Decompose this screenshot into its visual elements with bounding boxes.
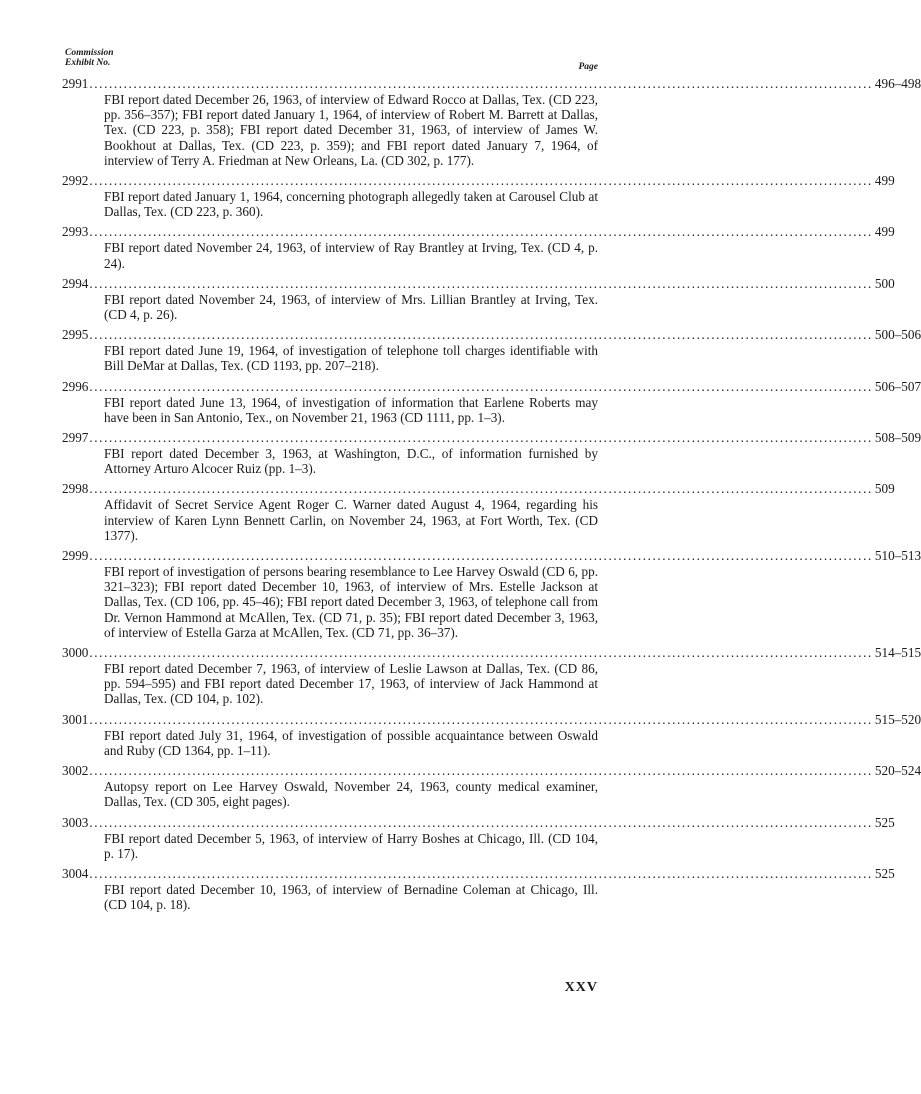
- exhibit-entry: [62, 763, 921, 810]
- page-range: 506–507: [874, 378, 921, 394]
- entry-head: [62, 76, 921, 92]
- exhibit-description: FBI report dated December 7, 1963, of interview of Leslie Lawson at Dallas, Tex. (CD 86, pp. 594–595) and FBI report dated December 17, 1963, of interview of Jack Hammond at Dallas, Tex. (CD 104, p. 102).: [104, 661, 598, 707]
- exhibit-entry: [62, 865, 895, 913]
- exhibit-number: 2991: [62, 76, 89, 91]
- exhibit-number: 3002: [62, 763, 89, 779]
- entry-head: [62, 645, 921, 661]
- dot-leader: ................................................................................................................................................................: [89, 275, 873, 291]
- exhibit-description: FBI report dated December 5, 1963, of interview of Harry Boshes at Chicago, Ill. (CD 104, p. 17).: [104, 830, 598, 861]
- exhibit-column-heading: [65, 48, 114, 68]
- exhibit-heading-line2: Exhibit No.: [65, 58, 111, 68]
- dot-leader: ................................................................................................................................................................: [89, 645, 873, 661]
- exhibit-description: FBI report dated July 31, 1964, of investigation of possible acquaintance between Oswald and Ruby (CD 1364, pp. 1–11).: [104, 727, 598, 758]
- exhibit-description: FBI report dated June 13, 1964, of investigation of information that Earlene Roberts may have been in San Antonio, Tex., on November 21, 1963 (CD 1111, pp. 1–3).: [104, 394, 598, 425]
- dot-leader: ................................................................................................................................................................: [89, 430, 873, 446]
- dot-leader: ................................................................................................................................................................: [89, 327, 873, 343]
- exhibit-number: 3000: [62, 645, 89, 661]
- exhibit-entry: [62, 430, 921, 477]
- dot-leader: ................................................................................................................................................................: [89, 481, 873, 497]
- exhibit-number: 2994: [62, 275, 89, 291]
- entry-head: [62, 430, 921, 446]
- exhibit-entry: [62, 327, 921, 374]
- exhibit-number: 2992: [62, 173, 89, 189]
- column-header: [62, 48, 598, 76]
- exhibit-number: 2996: [62, 378, 89, 394]
- exhibit-description: Autopsy report on Lee Harvey Oswald, November 24, 1963, county medical examiner, Dallas, Tex. (CD 305, eight pages).: [104, 779, 598, 810]
- exhibit-description: FBI report dated November 24, 1963, of interview of Mrs. Lillian Brantley at Irving, Tex. (CD 4, p. 26).: [104, 291, 598, 323]
- dot-leader: ................................................................................................................................................................: [89, 378, 873, 394]
- entry-head: [62, 224, 895, 240]
- exhibit-number: 2999: [62, 548, 89, 564]
- exhibit-entry: [62, 711, 921, 758]
- entry-head: [62, 548, 921, 564]
- exhibit-heading-line1: Commission: [65, 48, 114, 58]
- exhibit-description: FBI report dated June 19, 1964, of investigation of telephone toll charges identifiable with Bill DeMar at Dallas, Tex. (CD 1193, pp. 207–218).: [104, 343, 598, 374]
- page-range: 525: [874, 865, 895, 881]
- exhibit-number: 2995: [62, 327, 89, 343]
- exhibit-description: FBI report dated December 26, 1963, of interview of Edward Rocco at Dallas, Tex. (CD 223, pp. 356–357); FBI report dated January 1, 1964, of interview of Robert M. Barrett at Dallas, Tex. (CD 223, p. 358); FBI report dated December 31, 1963, of interview of James W. Bookhout at Dallas, Tex. (CD 223, p. 359); and FBI report dated January 7, 1964, of interview of Terry A. Friedman at New Orleans, La. (CD 302, p. 177).: [104, 92, 598, 168]
- exhibit-description: FBI report dated January 1, 1964, concerning photograph allegedly taken at Carousel Club at Dallas, Tex. (CD 223, p. 360).: [104, 189, 598, 220]
- exhibit-description: FBI report dated December 10, 1963, of interview of Bernadine Coleman at Chicago, Ill. (CD 104, p. 18).: [104, 881, 598, 913]
- exhibit-number: 2998: [62, 481, 89, 497]
- page-range: 514–515: [874, 645, 921, 661]
- entry-head: [62, 481, 895, 497]
- exhibit-description: Affidavit of Secret Service Agent Roger C. Warner dated August 4, 1964, regarding his interview of Karen Lynn Bennett Carlin, on November 24, 1963, at Fort Worth, Tex. (CD 1377).: [104, 497, 598, 543]
- entry-head: [62, 378, 921, 395]
- exhibit-number: 2997: [62, 430, 89, 446]
- dot-leader: ................................................................................................................................................................: [89, 763, 873, 779]
- exhibit-list: [62, 76, 921, 913]
- page-range: 510–513: [874, 548, 921, 564]
- document-page: [62, 48, 921, 995]
- entry-head: [62, 327, 921, 343]
- page-range: 525: [874, 814, 895, 830]
- page-range: 500–506: [874, 327, 921, 343]
- page-range: 496–498: [874, 76, 921, 91]
- exhibit-entry: [62, 481, 895, 543]
- exhibit-number: 3001: [62, 711, 89, 727]
- exhibit-description: FBI report dated November 24, 1963, of interview of Ray Brantley at Irving, Tex. (CD 4, p. 24).: [104, 240, 598, 271]
- entry-head: [62, 173, 895, 189]
- page-range: 520–524: [874, 763, 921, 779]
- page-range: 509: [874, 481, 895, 497]
- dot-leader: ................................................................................................................................................................: [89, 711, 873, 727]
- entry-head: [62, 865, 895, 882]
- dot-leader: ................................................................................................................................................................: [89, 814, 873, 830]
- exhibit-entry: [62, 224, 895, 271]
- page-range: 515–520: [874, 711, 921, 727]
- exhibit-entry: [62, 173, 895, 220]
- exhibit-entry: [62, 378, 921, 425]
- dot-leader: ................................................................................................................................................................: [89, 76, 873, 91]
- entry-head: [62, 814, 895, 831]
- exhibit-number: 2993: [62, 224, 89, 240]
- page-folio: XXV: [564, 980, 598, 995]
- exhibit-description: FBI report dated December 3, 1963, at Washington, D.C., of information furnished by Attorney Arturo Alcocer Ruiz (pp. 1–3).: [104, 446, 598, 477]
- entry-head: [62, 763, 921, 779]
- exhibit-description: FBI report of investigation of persons bearing resemblance to Lee Harvey Oswald (CD 6, pp. 321–323); FBI report dated December 10, 1963, of interview of Mrs. Estelle Jackson at Dallas, Tex. (CD 106, pp. 45–46); FBI report dated December 3, 1963, of telephone call from Dr. Vernon Hammond at McAllen, Tex. (CD 71, p. 35); FBI report dated December 3, 1963, of interview of Estella Garza at McAllen, Tex. (CD 71, pp. 36–37).: [104, 564, 598, 640]
- exhibit-number: 3003: [62, 814, 89, 830]
- exhibit-entry: [62, 76, 921, 168]
- exhibit-number: 3004: [62, 865, 89, 881]
- dot-leader: ................................................................................................................................................................: [89, 224, 873, 240]
- dot-leader: ................................................................................................................................................................: [89, 548, 873, 564]
- dot-leader: ................................................................................................................................................................: [89, 173, 873, 189]
- page-range: 499: [874, 173, 895, 189]
- page-column-heading: Page: [578, 62, 598, 72]
- page-range: 499: [874, 224, 895, 240]
- page-range: 500: [874, 275, 895, 291]
- exhibit-entry: [62, 548, 921, 640]
- entry-head: [62, 275, 895, 292]
- entry-head: [62, 711, 921, 728]
- dot-leader: ................................................................................................................................................................: [89, 865, 873, 881]
- exhibit-entry: [62, 814, 895, 861]
- exhibit-entry: [62, 275, 895, 323]
- exhibit-entry: [62, 645, 921, 707]
- page-range: 508–509: [874, 430, 921, 446]
